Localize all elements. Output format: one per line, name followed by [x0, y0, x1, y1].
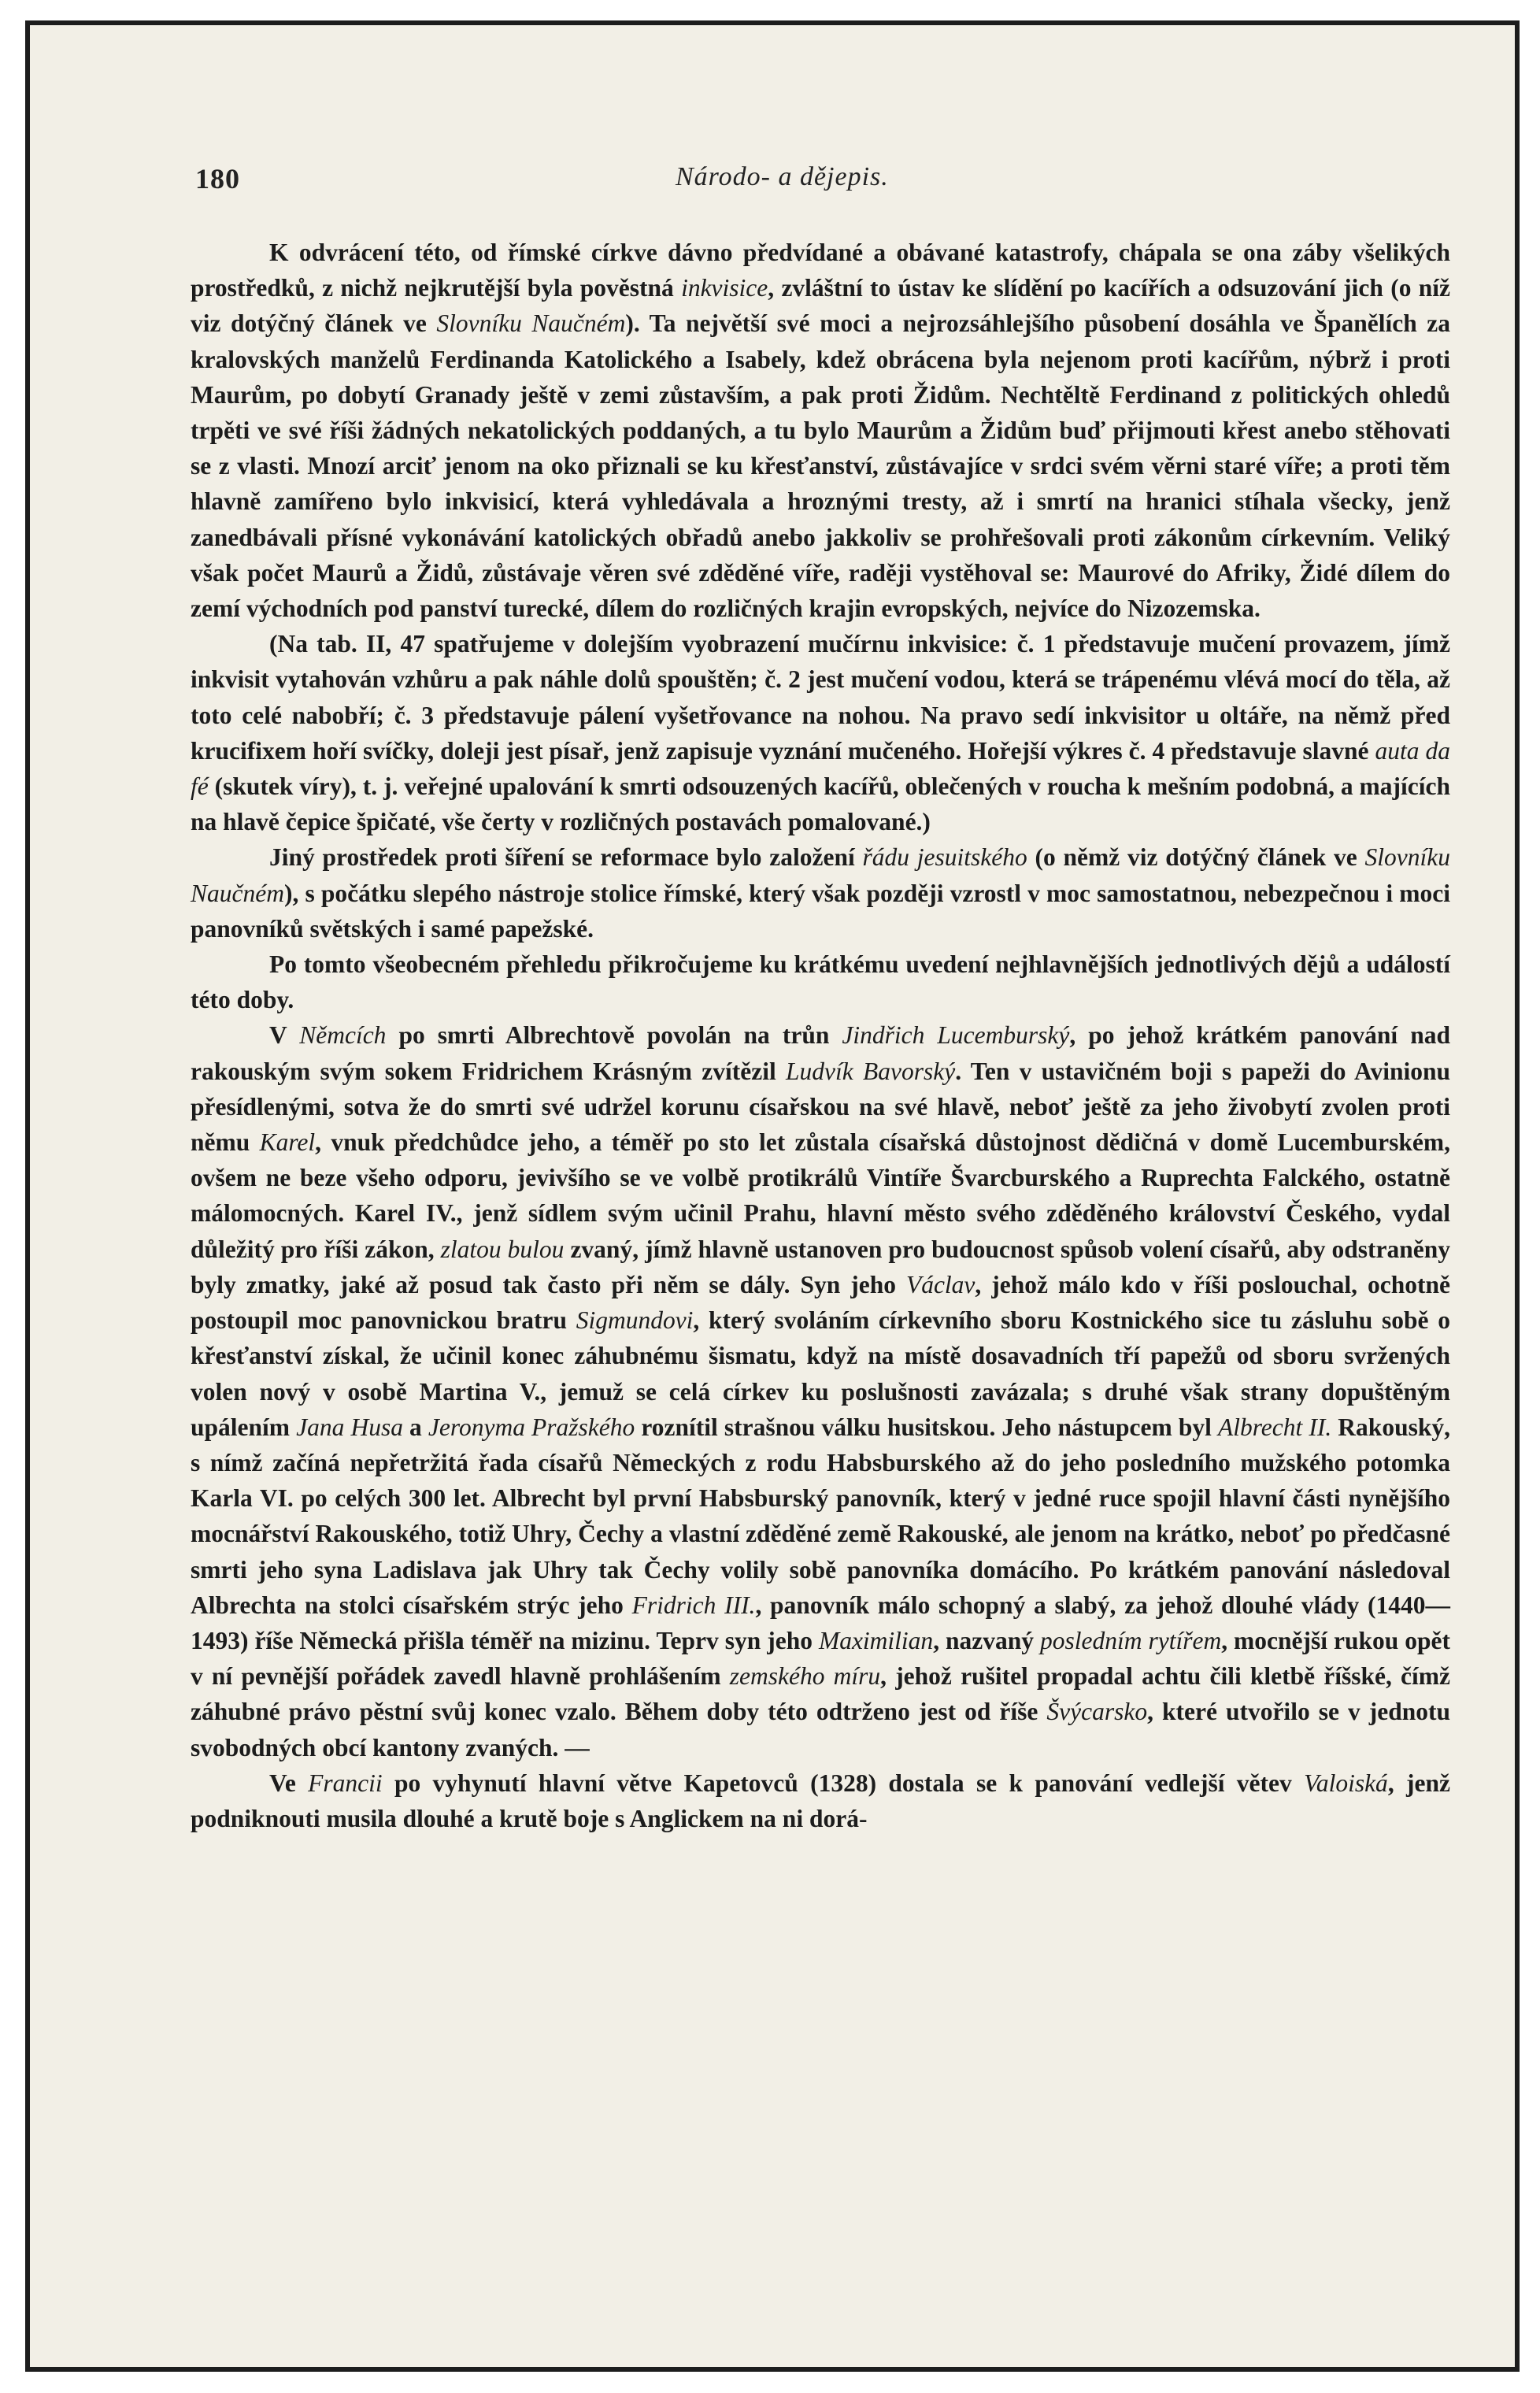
text-run: , nazvaný [933, 1626, 1041, 1654]
text-run: , mocnější rukou opět v ní pevnější pořádek zavedl hlavně prohlášením [191, 1626, 1450, 1691]
italic-term: inkvisice [681, 274, 768, 302]
italic-term: Jana Husa [296, 1413, 403, 1441]
text-run: , jehož rušitel propadal achtu čili kletbě říšské, čímž záhubné právo pěstní svůj konec vzalo. Během doby této odtrženo jest od říše [191, 1662, 1450, 1726]
text-run: ). Ta největší své moci a nejrozsáhlejšího působení dosáhla ve Španělích za kralovských manželů Ferdinanda Katolického a Isabely, kdež obrácena byla nejenom proti kacířům, nýbrž i proti Maurům, po dobytí Granady ještě v zemi zůstavším, a pak proti Židům. Nechtěltě Ferdinand z politických ohledů trpěti ve své říši žádných nekatolických poddaných, a tu bylo Maurům a Židům buď přijmouti křest anebo stěhovati se z vlasti. Mnozí arciť jenom na oko přiznali se ku křesťanství, zůstávajíce v srdci svém věrni staré víře; a proti těm hlavně zamířeno bylo inkvisicí, která vyhledávala a hroznými tresty, až i smrtí na hranici stíhala všecky, jenž zanedbávali přísné vykonávání katolických obřadů anebo jakkoliv se prohřešovali proti zákonům církevním. Veliký však počet Maurů a Židů, zůstávaje věren své zděděné víře, raději vystěhoval se: Maurové do Afriky, Židé dílem do zemí východních pod panství turecké, dílem do rozličných krajin evropských, nejvíce do Nizozemska. [191, 309, 1450, 623]
italic-term: Francii [308, 1769, 383, 1797]
text-run: roznítil strašnou válku husitskou. Jeho nástupcem byl [635, 1413, 1218, 1441]
italic-term: Fridrich III. [631, 1591, 756, 1619]
italic-term: posledním rytířem [1040, 1626, 1222, 1654]
text-run: K odvrácení této, od římské církve dávno předvídané a obávané katastrofy, chápala se ona záby všelikých prostředků, z nichž nejkrutější byla pověstná [191, 239, 1450, 302]
text-run: (skutek víry), t. j. veřejné upalování k smrti odsouzených kacířů, oblečených v roucha k mešním podobná, a majících na hlavě čepice špičaté, vše čerty v rozličných postavách pomalované.) [191, 772, 1450, 836]
paragraph-france [191, 1765, 1450, 1836]
italic-term: Karel [259, 1128, 316, 1157]
italic-term: Jindřich Lucemburský [842, 1021, 1070, 1050]
text-run: Po tomto všeobecném přehledu přikročujeme ku krátkému uvedení nejhlavnějších jednotlivých dějů a událostí této doby. [191, 950, 1450, 1014]
paragraph-inquisition [191, 235, 1450, 626]
text-run: , zvláštní to ústav ke slídění po kacířích a odsuzování jich (o níž viz dotýčný článek ve [191, 274, 1450, 338]
text-run: po smrti Albrechtově povolán na trůn [386, 1021, 842, 1050]
paragraph-overview [191, 946, 1450, 1017]
italic-term: Jeronyma Pražského [428, 1413, 635, 1441]
italic-term: Slovníku Naučném [436, 309, 626, 338]
text-run: (Na tab. II, 47 spatřujeme v dolejším vyobrazení mučírnu inkvisice: č. 1 představuje mučení provazem, jímž inkvisit vytahován vzhůru a pak náhle dolů spouštěn; č. 2 jest mučení vodou, která se trápenému vlévá mocí do těla, až toto celé nabobří; č. 3 představuje pálení vyšetřovance na nohou. Na pravo sedí inkvisitor u oltáře, na němž před krucifixem hoří svíčky, doleji jest písař, jenž zapisuje vyznání mučeného. Hořejší výkres č. 4 představuje slavné [191, 630, 1450, 765]
body-text [191, 235, 1450, 1836]
text-run: a [402, 1413, 428, 1441]
text-run: Ve [269, 1769, 309, 1797]
text-run: Rakouský, s nímž začíná nepřetržitá řada císařů Německých z rodu Habsburského až do jeho posledního mužského potomka Karla VI. po celých 300 let. Albrecht byl první Habsburský panovník, který v jedné ruce spojil hlavní části nynějšího mocnářství Rakouského, totiž Uhry, Čechy a vlastní zděděné země Rakouské, ale jenom na krátko, neboť po předčasné smrti jeho syna Ladislava jak Uhry tak Čechy volily sobě panovníka domácího. Po krátkém panování následoval Albrechta na stolci císařském strýc jeho [191, 1413, 1450, 1619]
italic-term: Albrecht II. [1217, 1413, 1332, 1441]
italic-term: Valoiská [1304, 1769, 1388, 1797]
italic-term: auta da fé [191, 736, 1450, 801]
italic-term: Slovníku Naučném [191, 843, 1450, 907]
running-title: Národo- a dějepis. [676, 162, 889, 191]
paragraph-jesuits [191, 839, 1450, 946]
italic-term: Němcích [299, 1021, 387, 1050]
text-run: , který svoláním církevního sboru Kostnického sice tu zásluhu sobě o křesťanství získal, že učinil konec záhubnému šismatu, když na místě dosavadních tří papežů od sboru svržených volen nový v osobě Martina V., jemuž se celá církev ku poslušnosti zavázala; s druhé však strany dopuštěným upálením [191, 1306, 1450, 1441]
paragraph-germany [191, 1017, 1450, 1765]
italic-term: Sigmundovi [576, 1306, 694, 1335]
text-run: , panovník málo schopný a slabý, za jehož dlouhé vlády (1440—1493) říše Německá přišla téměř na mizinu. Teprv syn jeho [191, 1591, 1450, 1654]
page-number: 180 [195, 163, 240, 194]
italic-term: Václav [905, 1270, 975, 1298]
text-run: , které utvořilo se v jednotu svobodných obcí kantony zvaných. — [191, 1698, 1451, 1761]
page-header [195, 162, 1447, 202]
text-run: , po jehož krátkém panování nad rakouským svým sokem Fridrichem Krásným zvítězil [191, 1021, 1450, 1085]
text-run: , jenž podniknouti musila dlouhé a krutě boje s Anglickem na ni dorá- [191, 1769, 1450, 1832]
italic-term: řádu jesuitského [862, 843, 1027, 872]
italic-term: Ludvík Bavorský [786, 1057, 956, 1085]
text-run: zvaný, jímž hlavně ustanoven pro budoucnost spůsob volení císařů, aby odstraněny byly zmatky, jaké až posud tak často při něm se dály. Syn jeho [191, 1235, 1450, 1298]
text-run: , vnuk předchůdce jeho, a téměř po sto let zůstala císařská důstojnost dědičná v domě Lucemburském, ovšem ne beze všeho odporu, jevivšího se ve volbě protikrálů Vintíře Švarcburského a Ruprechta Falckého, ostatně málomocných. Karel IV., jenž sídlem svým učinil Prahu, hlavní město svého zděděného království Českého, vydal důležitý pro říši zákon, [191, 1128, 1450, 1263]
text-run: (o němž viz dotýčný článek ve [1027, 843, 1365, 872]
italic-term: Švýcarsko [1046, 1698, 1148, 1726]
text-run: ), s počátku slepého nástroje stolice římské, který však později vzrostl v moc samostatnou, nebezpečnou i moci panovníků světských i samé papežské. [191, 879, 1450, 943]
italic-term: zlatou bulou [440, 1235, 565, 1263]
text-run: po vyhynutí hlavní větve Kapetovců (1328) dostala se k panování vedlejší větev [382, 1769, 1305, 1797]
paragraph-plate-description [191, 626, 1450, 839]
text-run: Jiný prostředek proti šíření se reformace bylo založení [269, 843, 863, 872]
italic-term: zemského míru [729, 1662, 881, 1691]
italic-term: Maximilian [818, 1626, 934, 1654]
text-run: . Ten v ustavičném boji s papeži do Avinionu přesídlenými, sotva že do smrti své udržel korunu císařskou na své hlavě, neboť ještě za jeho živobytí zvolen proti němu [191, 1057, 1450, 1157]
text-run: V [269, 1021, 300, 1050]
text-run: , jehož málo kdo v říši poslouchal, ochotně postoupil moc panovnickou bratru [191, 1270, 1450, 1335]
